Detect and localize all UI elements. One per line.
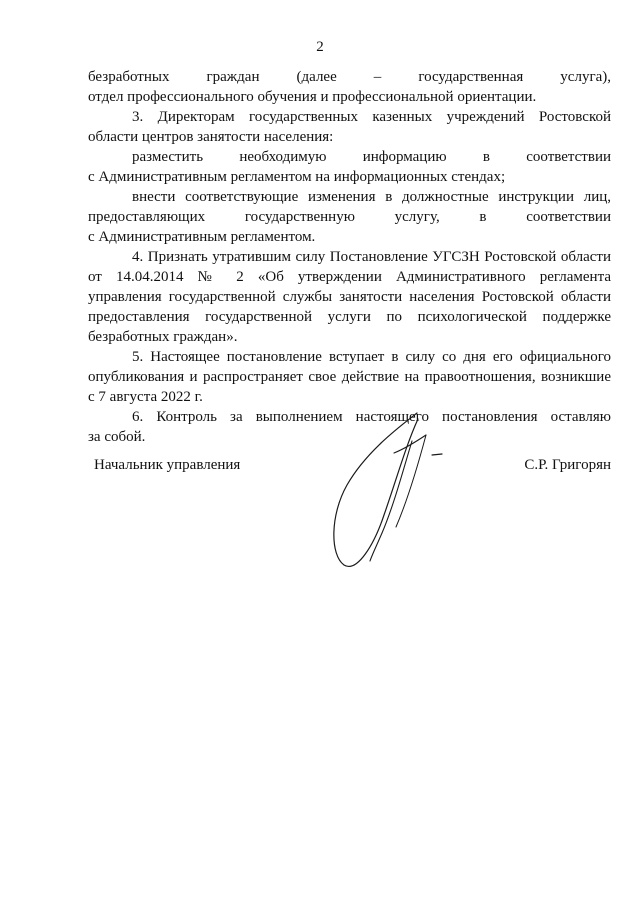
text-line: опубликования и распространяет свое действие на правоотношения, возникшие — [88, 369, 611, 385]
text-line: безработных граждан». — [88, 329, 238, 345]
text-line: от 14.04.2014 № 2 «Об утверждении Административного регламента — [88, 269, 611, 285]
signature-row — [88, 455, 611, 475]
text-line: управления государственной службы занятости населения Ростовской области — [88, 289, 611, 305]
document-body — [88, 67, 611, 447]
text-line: отдел профессионального обучения и профессиональной ориентации. — [88, 89, 537, 105]
text-line: 3. Директорам государственных казенных учреждений Ростовской — [132, 109, 611, 125]
text-line: безработных граждан (далее – государственная услуга), — [88, 69, 611, 85]
text-line: разместить необходимую информацию в соответствии — [132, 149, 611, 165]
text-line: с 7 августа 2022 г. — [88, 389, 203, 405]
text-line: области центров занятости населения: — [88, 129, 334, 145]
text-line: с Административным регламентом на информационных стендах; — [88, 169, 506, 185]
text-line: с Административным регламентом. — [88, 229, 316, 245]
text-line: внести соответствующие изменения в должностные инструкции лиц, — [132, 189, 611, 205]
text-line: предоставляющих государственную услугу, в соответствии — [88, 209, 611, 225]
signatory-position: Начальник управления — [94, 457, 241, 473]
signature-stroke — [334, 413, 418, 566]
signatory-name: С.Р. Григорян — [524, 457, 611, 473]
handwritten-signature — [322, 405, 452, 573]
page-number: 2 — [316, 39, 324, 55]
text-line: 6. Контроль за выполнением настоящего постановления оставляю — [132, 409, 611, 425]
text-line: 4. Признать утратившим силу Постановление УГСЗН Ростовской области — [132, 249, 611, 265]
text-line: предоставления государственной услуги по психологической поддержке — [88, 309, 611, 325]
text-line: 5. Настоящее постановление вступает в силу со дня его официального — [132, 349, 611, 365]
text-line: за собой. — [88, 429, 146, 445]
